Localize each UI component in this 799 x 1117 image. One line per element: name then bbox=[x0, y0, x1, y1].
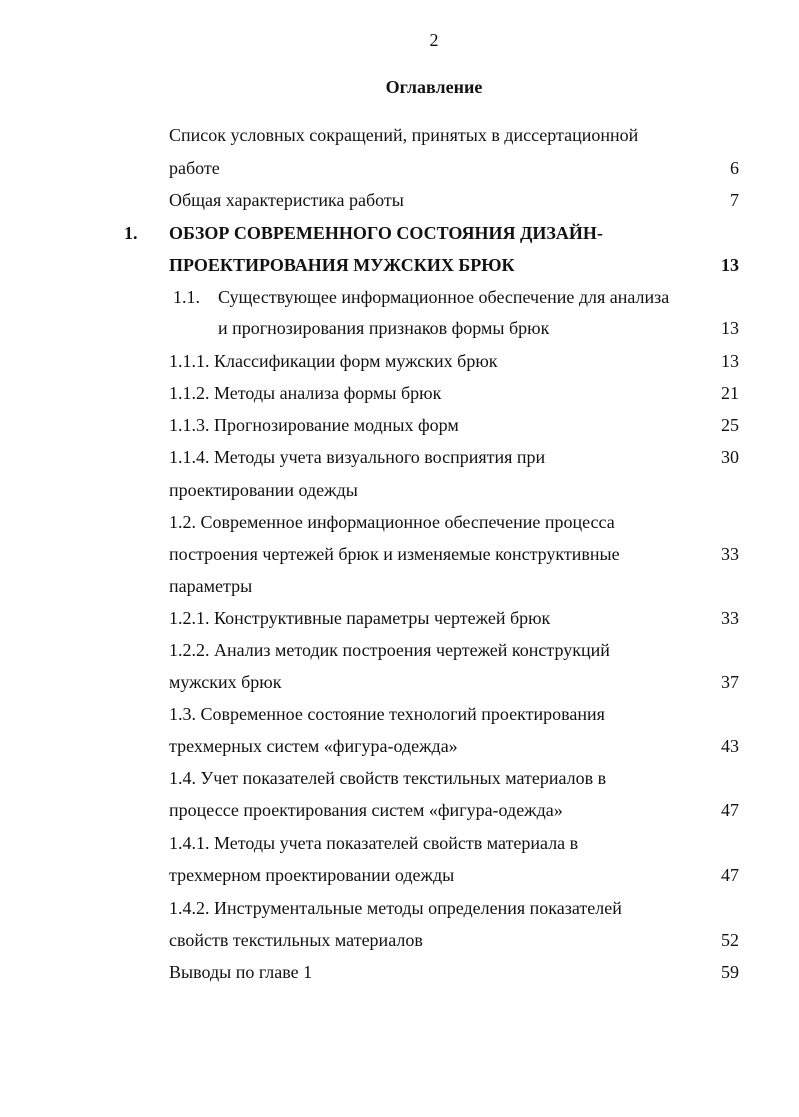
toc-entry-text: и прогнозирования признаков формы брюк bbox=[218, 318, 550, 338]
toc-entry-text: 1.4. Учет показателей свойств текстильных материалов в bbox=[169, 768, 607, 788]
toc-page-number: 59 bbox=[721, 962, 739, 982]
toc-entry-text: 1.3. Современное состояние технологий проектирования bbox=[169, 704, 605, 724]
toc-entry-text: 1.1.4. Методы учета визуального восприятия при bbox=[169, 447, 546, 467]
toc-page-number: 33 bbox=[721, 608, 739, 628]
toc-page-number: 13 bbox=[721, 318, 739, 338]
page-number: 2 bbox=[429, 30, 439, 50]
toc-page-number: 13 bbox=[721, 351, 739, 371]
toc-entry-text: Существующее информационное обеспечение для анализа bbox=[218, 287, 670, 307]
toc-page-number: 47 bbox=[721, 865, 739, 885]
toc-entry-text: процессе проектирования систем «фигура-одежда» bbox=[169, 800, 563, 820]
toc-entry-text: свойств текстильных материалов bbox=[169, 930, 423, 950]
toc-page-number: 52 bbox=[721, 930, 739, 950]
toc-entry-text: Список условных сокращений, принятых в диссертационной bbox=[169, 125, 639, 145]
toc-entry-text: 1.4.1. Методы учета показателей свойств материала в bbox=[169, 833, 579, 853]
toc-entry-text: 1.4.2. Инструментальные методы определения показателей bbox=[169, 898, 622, 918]
section-number: 1.1. bbox=[173, 287, 200, 307]
toc-page-number: 43 bbox=[721, 736, 739, 756]
toc-page-number: 25 bbox=[721, 415, 739, 435]
toc-page-number: 37 bbox=[721, 672, 739, 692]
toc-page-number: 21 bbox=[721, 383, 739, 403]
toc-page-number: 13 bbox=[721, 255, 739, 275]
toc-entry-text: ОБЗОР СОВРЕМЕННОГО СОСТОЯНИЯ ДИЗАЙН- bbox=[169, 223, 603, 243]
toc-entry-text: 1.2. Современное информационное обеспечение процесса bbox=[169, 512, 615, 532]
toc-entry-text: Выводы по главе 1 bbox=[169, 962, 313, 982]
toc-entry-text: параметры bbox=[169, 576, 253, 596]
toc-page-number: 6 bbox=[730, 158, 739, 178]
toc-entry-text: Общая характеристика работы bbox=[169, 190, 404, 210]
toc-page-number: 47 bbox=[721, 800, 739, 820]
toc-entry-text: ПРОЕКТИРОВАНИЯ МУЖСКИХ БРЮК bbox=[169, 255, 515, 275]
toc-entry-text: работе bbox=[169, 158, 220, 178]
toc-entry-text: трехмерном проектировании одежды bbox=[169, 865, 455, 885]
toc-entry-text: 1.2.1. Конструктивные параметры чертежей брюк bbox=[169, 608, 551, 628]
toc-entry-text: 1.1.1. Классификации форм мужских брюк bbox=[169, 351, 498, 371]
toc-page-number: 33 bbox=[721, 544, 739, 564]
toc-entry-text: 1.1.3. Прогнозирование модных форм bbox=[169, 415, 459, 435]
toc-entry-text: проектировании одежды bbox=[169, 480, 358, 500]
toc-entry-text: 1.1.2. Методы анализа формы брюк bbox=[169, 383, 442, 403]
toc-title: Оглавление bbox=[385, 77, 483, 97]
toc-entry-text: 1.2.2. Анализ методик построения чертежей конструкций bbox=[169, 640, 610, 660]
toc-entry-text: построения чертежей брюк и изменяемые конструктивные bbox=[169, 544, 620, 564]
toc-entry-text: трехмерных систем «фигура-одежда» bbox=[169, 736, 458, 756]
toc-entry-text: мужских брюк bbox=[169, 672, 282, 692]
chapter-number: 1. bbox=[124, 223, 138, 243]
toc-page-number: 7 bbox=[730, 190, 739, 210]
toc-page-number: 30 bbox=[721, 447, 739, 467]
